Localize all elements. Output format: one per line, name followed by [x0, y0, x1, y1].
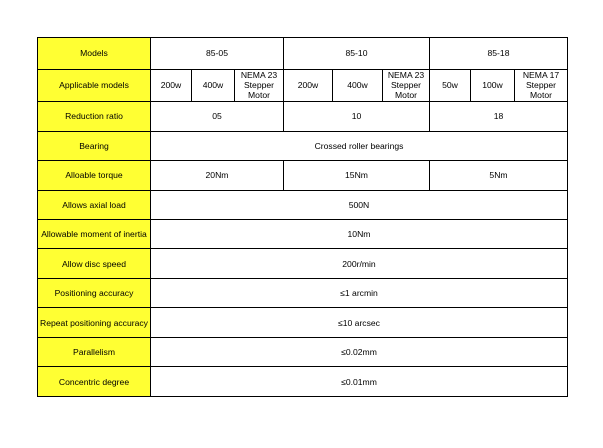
row-bearing [38, 131, 568, 160]
app-85-10-1: 200w [284, 69, 333, 102]
repeat-positioning-accuracy-value: ≤10 arcsec [151, 308, 568, 337]
moment-value: 10Nm [151, 219, 568, 248]
concentric-degree-value: ≤0.01mm [151, 367, 568, 397]
ratio-85-05: 05 [151, 102, 284, 131]
label-models: Models [38, 38, 151, 70]
row-reduction-ratio [38, 102, 568, 131]
model-85-05: 85-05 [151, 38, 284, 70]
app-85-18-3: NEMA 17 Stepper Motor [515, 69, 568, 102]
app-85-18-1: 50w [430, 69, 471, 102]
app-85-05-2: 400w [192, 69, 235, 102]
label-concentric-degree: Concentric degree [38, 367, 151, 397]
label-bearing: Bearing [38, 131, 151, 160]
label-parallelism: Parallelism [38, 337, 151, 366]
torque-85-05: 20Nm [151, 161, 284, 190]
row-repeat-positioning-accuracy [38, 308, 568, 337]
disc-speed-value: 200r/min [151, 249, 568, 278]
label-applicable-models: Applicable models [38, 69, 151, 102]
spec-table [37, 37, 568, 397]
ratio-85-10: 10 [284, 102, 430, 131]
label-reduction-ratio: Reduction ratio [38, 102, 151, 131]
parallelism-value: ≤0.02mm [151, 337, 568, 366]
label-positioning-accuracy: Positioning accuracy [38, 278, 151, 307]
row-applicable-models [38, 69, 568, 102]
model-85-18: 85-18 [430, 38, 568, 70]
bearing-value: Crossed roller bearings [151, 131, 568, 160]
label-repeat-positioning-accuracy: Repeat positioning accuracy [38, 308, 151, 337]
torque-85-10: 15Nm [284, 161, 430, 190]
row-alloable-torque [38, 161, 568, 190]
app-85-05-3: NEMA 23 Stepper Motor [235, 69, 284, 102]
label-disc-speed: Allow disc speed [38, 249, 151, 278]
row-models [38, 38, 568, 70]
app-85-18-2: 100w [471, 69, 515, 102]
label-moment-of-inertia: Allowable moment of inertia [38, 219, 151, 248]
row-moment-of-inertia [38, 219, 568, 248]
model-85-10: 85-10 [284, 38, 430, 70]
app-85-10-3: NEMA 23 Stepper Motor [383, 69, 430, 102]
row-disc-speed [38, 249, 568, 278]
torque-85-18: 5Nm [430, 161, 568, 190]
label-alloable-torque: Alloable torque [38, 161, 151, 190]
row-concentric-degree [38, 367, 568, 397]
row-parallelism [38, 337, 568, 366]
row-axial-load [38, 190, 568, 219]
app-85-10-2: 400w [333, 69, 383, 102]
ratio-85-18: 18 [430, 102, 568, 131]
axial-load-value: 500N [151, 190, 568, 219]
label-axial-load: Allows axial load [38, 190, 151, 219]
app-85-05-1: 200w [151, 69, 192, 102]
row-positioning-accuracy [38, 278, 568, 307]
positioning-accuracy-value: ≤1 arcmin [151, 278, 568, 307]
